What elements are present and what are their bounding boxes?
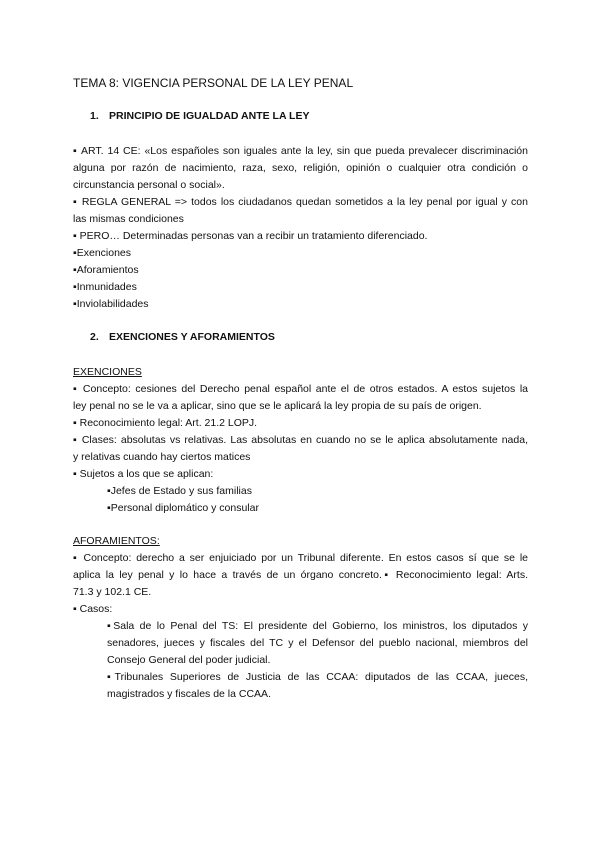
list-item: ▪Inmunidades <box>73 281 137 293</box>
list-item: ▪Aforamientos <box>73 264 139 276</box>
paragraph-line: y relativas cuando hay ciertos matices <box>73 451 251 463</box>
exenciones-subheading: EXENCIONES <box>73 366 142 378</box>
list-item: ▪Exenciones <box>73 247 132 259</box>
paragraph-line: las mismas condiciones <box>73 213 184 225</box>
paragraph-line: ▪ Sujetos a los que se aplican: <box>73 468 214 480</box>
list-item: ▪Inviolabilidades <box>73 298 149 310</box>
paragraph-line: ▪ Concepto: cesiones del Derecho penal español ante el de otros estados. A estos sujetos la <box>73 383 528 395</box>
list-item: senadores, jueces y fiscales del TC y el Defensor del pueblo nacional, miembros del <box>107 637 528 649</box>
paragraph-line: ley penal no se le va a aplicar, sino que se le aplicará la ley propia de su país de origen. <box>73 400 482 412</box>
paragraph-line: ▪ Concepto: derecho a ser enjuiciado por un Tribunal diferente. En estos casos sí que se le <box>73 552 528 564</box>
paragraph-line: ▪ Clases: absolutas vs relativas. Las absolutas en cuando no se le aplica absolutamente nada, <box>73 434 528 446</box>
section-2-heading <box>90 329 545 345</box>
paragraph-line: ▪ Reconocimiento legal: Art. 21.2 LOPJ. <box>73 417 258 429</box>
paragraph-line: alguna por razón de nacimiento, raza, sexo, religión, opinión o cualquier otra condición o <box>73 162 528 174</box>
document-title: TEMA 8: VIGENCIA PERSONAL DE LA LEY PENAL <box>73 76 354 90</box>
list-item: ▪Tribunales Superiores de Justicia de las CCAA: diputados de las CCAA, jueces, <box>107 671 528 683</box>
list-item: magistrados y fiscales de la CCAA. <box>107 688 271 700</box>
list-item: Consejo General del poder judicial. <box>107 654 271 666</box>
paragraph-line: ▪ ART. 14 CE: «Los españoles son iguales ante la ley, sin que pueda prevalecer discriminación <box>73 145 528 157</box>
aforamientos-subheading: AFORAMIENTOS: <box>73 535 160 547</box>
section-1-number: 1. <box>90 110 99 122</box>
paragraph-line: ▪ PERO… Determinadas personas van a recibir un tratamiento diferenciado. <box>73 230 428 242</box>
paragraph-line: ▪ Casos: <box>73 603 113 615</box>
section-2-title: EXENCIONES Y AFORAMIENTOS <box>109 331 275 343</box>
section-1-title: PRINCIPIO DE IGUALDAD ANTE LA LEY <box>109 110 310 122</box>
section-1-heading <box>90 108 545 124</box>
section-2-number: 2. <box>90 331 99 343</box>
paragraph-line: circunstancia personal o social». <box>73 179 225 191</box>
paragraph-line: aplica la ley penal y lo hace a través de un órgano concreto.▪ Reconocimiento legal: Arts. <box>73 569 528 581</box>
list-item: ▪Jefes de Estado y sus familias <box>107 485 252 497</box>
list-item: ▪Sala de lo Penal del TS: El presidente del Gobierno, los ministros, los diputados y <box>107 620 528 632</box>
paragraph-line: 71.3 y 102.1 CE. <box>73 586 152 598</box>
paragraph-line: ▪ REGLA GENERAL => todos los ciudadanos quedan sometidos a la ley penal por igual y con <box>73 196 528 208</box>
list-item: ▪Personal diplomático y consular <box>107 502 259 514</box>
